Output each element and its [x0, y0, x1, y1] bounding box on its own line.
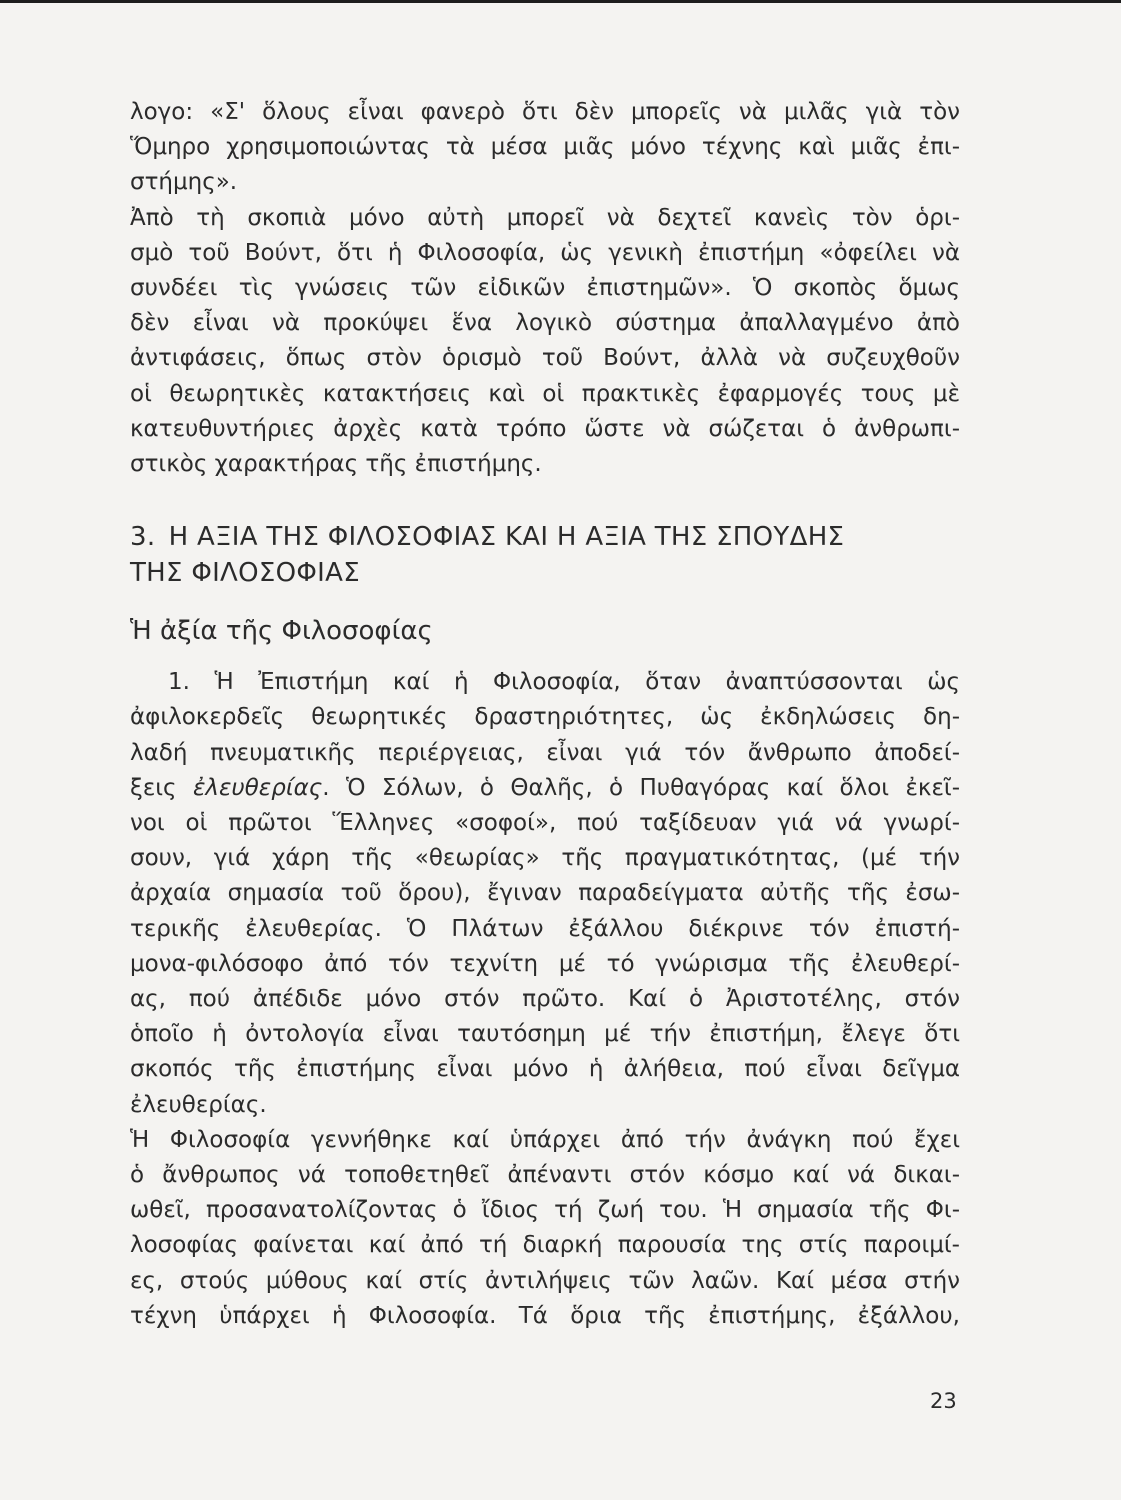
text-line: νοι οἱ πρῶτοι Ἕλληνες «σοφοί», πού ταξίδευαν γιά νά γνωρί-	[130, 810, 960, 837]
text-line: στικὸς χαρακτήρας τῆς ἐπιστήμης.	[130, 451, 542, 478]
text-line: λαδή πνευματικῆς περιέργειας, εἶναι γιά τόν ἄνθρωπο ἀποδεί-	[130, 739, 960, 766]
text-line: ας, πού ἀπέδιδε μόνο στόν πρῶτο. Καί ὁ Ἀριστοτέλης, στόν	[130, 986, 960, 1013]
text-line: σουν, γιά χάρη τῆς «θεωρίας» τῆς πραγματικότητας, (μέ τήν	[130, 845, 960, 872]
main-paragraphs	[130, 665, 960, 1334]
text-line: δὲν εἶναι νὰ προκύψει ἕνα λογικὸ σύστημα ἀπαλλαγμένο ἀπὸ	[130, 310, 960, 337]
text-line: τέχνη ὑπάρχει ἡ Φιλοσοφία. Τά ὅρια τῆς ἐπιστήμης, ἐξάλλου,	[130, 1302, 960, 1329]
intro-paragraphs	[130, 95, 960, 482]
text-line: σμὸ τοῦ Βούντ, ὅτι ἡ Φιλοσοφία, ὡς γενικὴ ἐπιστήμη «ὀφείλει νὰ	[130, 239, 960, 266]
text-line: 1. Ἡ Ἐπιστήμη καί ἡ Φιλοσοφία, ὅταν ἀναπτύσσονται ὡς	[168, 669, 960, 696]
emphasized-word: ἐλευθερίας	[192, 774, 323, 801]
text-line: λοσοφίας φαίνεται καί ἀπό τή διαρκή παρουσία της στίς παροιμί-	[130, 1232, 960, 1259]
section-heading	[130, 519, 960, 591]
subsection-heading: Ἡ ἀξία τῆς Φιλοσοφίας	[130, 616, 433, 647]
text-line: συνδέει τὶς γνώσεις τῶν εἰδικῶν ἐπιστημῶν». Ὁ σκοπὸς ὅμως	[130, 275, 960, 302]
text-line: ὁ ἄνθρωπος νά τοποθετηθεῖ ἀπέναντι στόν κόσμο καί νά δικαι-	[130, 1162, 960, 1189]
text-line: σκοπός τῆς ἐπιστήμης εἶναι μόνο ἡ ἀλήθεια, πού εἶναι δεῖγμα	[130, 1056, 960, 1083]
text-line: ἀντιφάσεις, ὅπως στὸν ὁρισμὸ τοῦ Βούντ, ἀλλὰ νὰ συζευχθοῦν	[130, 345, 960, 372]
text-line: Ὅμηρο χρησιμοποιώντας τὰ μέσα μιᾶς μόνο τέχνης καὶ μιᾶς ἐπι-	[130, 134, 960, 161]
text-line: ξεις ἐλευθερίας. Ὁ Σόλων, ὁ Θαλῆς, ὁ Πυθαγόρας καί ὅλοι ἐκεῖ-	[130, 774, 960, 801]
page-body	[130, 95, 960, 1334]
text-line: στήμης».	[130, 169, 238, 196]
text-line: Ἡ Φιλοσοφία γεννήθηκε καί ὑπάρχει ἀπό τήν ἀνάγκη πού ἔχει	[130, 1126, 960, 1153]
text-line: Ἀπὸ τὴ σκοπιὰ μόνο αὐτὴ μπορεῖ νὰ δεχτεῖ κανεὶς τὸν ὁρι-	[130, 204, 960, 231]
section-number: 3.	[130, 522, 156, 553]
text-line: μονα-φιλόσοφο ἀπό τόν τεχνίτη μέ τό γνώρισμα τῆς ἐλευθερί-	[130, 950, 960, 977]
text-line: ἀφιλοκερδεῖς θεωρητικές δραστηριότητες, ὡς ἐκδηλώσεις δη-	[130, 704, 960, 731]
text-line: ἐλευθερίας.	[130, 1091, 267, 1118]
top-border	[0, 0, 1121, 3]
section-heading-line-1: 3. Η ΑΞΙΑ ΤΗΣ ΦΙΛΟΣΟΦΙΑΣ ΚΑΙ Η ΑΞΙΑ ΤΗΣ ΣΠΟΥΔΗΣ	[130, 519, 960, 555]
text-line: οἱ θεωρητικὲς κατακτήσεις καὶ οἱ πρακτικὲς ἐφαρμογές τους μὲ	[130, 380, 960, 407]
text-line: ὁποῖο ἡ ὀντολογία εἶναι ταυτόσημη μέ τήν ἐπιστήμη, ἔλεγε ὅτι	[130, 1021, 960, 1048]
section-heading-line-2: ΤΗΣ ΦΙΛΟΣΟΦΙΑΣ	[130, 558, 360, 589]
text-line: ες, στούς μύθους καί στίς ἀντιλήψεις τῶν λαῶν. Καί μέσα στήν	[130, 1267, 960, 1294]
text-line: ωθεῖ, προσανατολίζοντας ὁ ἴδιος τή ζωή του. Ἡ σημασία τῆς Φι-	[130, 1197, 960, 1224]
text-line: κατευθυντήριες ἀρχὲς κατὰ τρόπο ὥστε νὰ σώζεται ὁ ἀνθρωπι-	[130, 415, 960, 442]
page-number: 23	[930, 1389, 957, 1413]
text-line: λογο: «Σ' ὅλους εἶναι φανερὸ ὅτι δὲν μπορεῖς νὰ μιλᾶς γιὰ τὸν	[130, 99, 960, 125]
text-line: τερικῆς ἐλευθερίας. Ὁ Πλάτων ἐξάλλου διέκρινε τόν ἐπιστή-	[130, 915, 960, 942]
text-line: ἀρχαία σημασία τοῦ ὅρου), ἔγιναν παραδείγματα αὐτῆς τῆς ἐσω-	[130, 880, 960, 907]
